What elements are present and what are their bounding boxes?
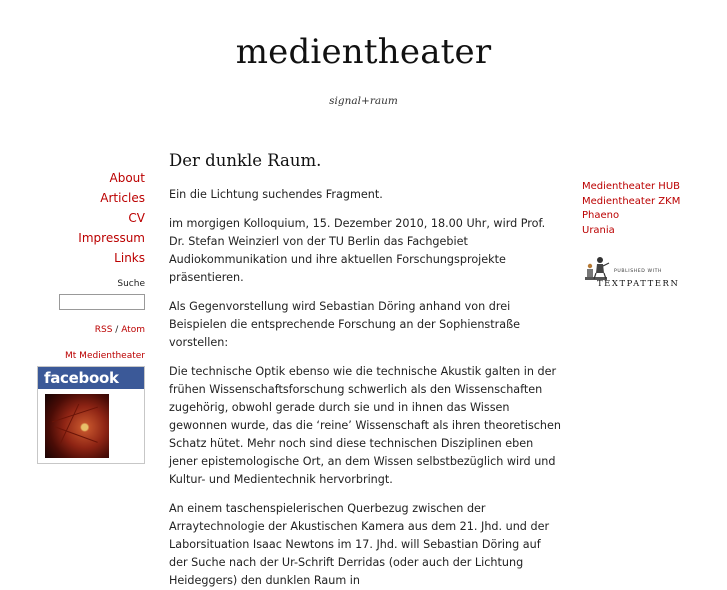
article-paragraph: Ein die Lichtung suchendes Fragment. xyxy=(169,188,383,201)
nav-link-cv[interactable]: CV xyxy=(128,211,145,225)
badge-name-text: TEXTPATTERN xyxy=(597,278,680,288)
left-sidebar xyxy=(36,168,145,464)
nav-link-impressum[interactable]: Impressum xyxy=(78,231,145,245)
link-phaeno[interactable]: Phaeno xyxy=(582,210,620,221)
main-nav xyxy=(36,168,145,268)
nav-link-about[interactable]: About xyxy=(109,171,145,185)
textpattern-badge[interactable] xyxy=(582,255,682,295)
link-medientheater-zkm[interactable]: Medientheater ZKM xyxy=(582,195,681,207)
search-input[interactable] xyxy=(59,294,145,310)
article-paragraph: Als Gegenvorstellung wird Sebastian Döring anhand von drei Beispielen die entsprechende Forschung an der Sophienstraße vorstellen: xyxy=(169,300,521,349)
nav-link-articles[interactable]: Articles xyxy=(100,191,145,205)
facebook-badge[interactable] xyxy=(37,366,145,464)
site-tagline: signal+raum xyxy=(329,95,398,107)
search-label: Suche xyxy=(117,279,145,289)
atom-link[interactable]: Atom xyxy=(121,325,145,335)
nav-link-links[interactable]: Links xyxy=(114,251,145,265)
article-paragraph: An einem taschenspielerischen Querbezug zwischen der Arraytechnologie der Akustischen Kamera aus dem 21. Jhd. und der Laborsituation Isaac Newtons im 17. Jhd. will Sebastian Döring auf der Suche nach der Ur-Schrift Derridas (oder auch der Lichtung Heideggers) den dunklen Raum in xyxy=(169,502,550,587)
article-title[interactable]: Der dunkle Raum. xyxy=(169,151,322,170)
feed-links xyxy=(36,324,145,336)
article xyxy=(169,150,561,590)
facebook-logo: facebook xyxy=(38,367,144,389)
right-sidebar xyxy=(582,180,712,295)
facebook-page-link[interactable]: Mt Medientheater xyxy=(65,351,145,361)
link-medientheater-hub[interactable]: Medientheater HUB xyxy=(582,181,680,192)
site-title[interactable]: medientheater xyxy=(235,32,492,72)
rss-link[interactable]: RSS xyxy=(94,325,113,335)
feed-separator: / xyxy=(112,325,122,335)
profile-image[interactable] xyxy=(45,394,109,458)
article-paragraph: Die technische Optik ebenso wie die technische Akustik galten in der frühen Wissenschaftsforschung schwerlich als den Wissenschaften zugehörig, obwohl gerade durch sie und in ihnen das Wissen gewonnen wurde, das die ‘reine’ Wissenschaft als ihren theoretischen Schatz hütet. Mehr noch sind diese technischen Disziplinen eben jener epistemologische Ort, an dem Wissen selbstbezüglich wird und Kultur- und Medientechnik hervorbringt. xyxy=(169,365,561,486)
link-urania[interactable]: Urania xyxy=(582,224,615,236)
article-paragraph: im morgigen Kolloquium, 15. Dezember 2010, 18.00 Uhr, wird Prof. Dr. Stefan Weinzierl von der TU Berlin das Fachgebiet Audiokommunikation und ihre aktuellen Forschungsprojekte präsentieren. xyxy=(169,217,546,284)
badge-published-text: PUBLISHED WITH xyxy=(614,269,663,274)
